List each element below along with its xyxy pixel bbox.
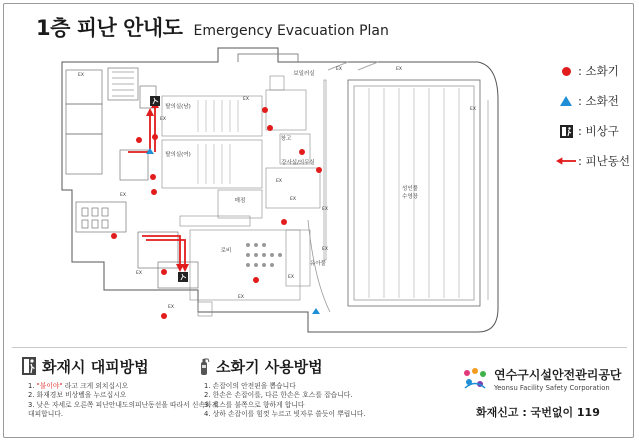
fire-extinguisher-icon [562,67,571,76]
exit-door-marker: EX [168,305,174,310]
usage-step: 1. 손잡이의 안전핀을 뽑습니다 [204,382,296,390]
evacuation-title: 화재시 대피방법 [42,357,149,376]
exit-door-marker: EX [322,247,328,252]
title-english: Emergency Evacuation Plan [193,23,389,39]
exit-door-marker: EX [160,117,166,122]
fire-extinguisher-marker [151,189,157,195]
fire-extinguisher-marker [281,219,287,225]
legend-item-route [556,152,636,170]
emergency-exit-icon [150,96,160,106]
building-outline [62,48,498,332]
exit-door-marker: EX [276,179,282,184]
emergency-exit-icon [22,357,36,375]
page-title [36,12,389,42]
fire-extinguisher-marker [267,125,273,131]
arrow-left-icon [556,157,576,165]
evacuation-steps [22,382,222,419]
exit-door-marker: EX [336,67,342,72]
exit-door-marker: EX [120,193,126,198]
legend-label: : 소화전 [578,94,619,108]
exit-door-marker: EX [78,73,84,78]
title-korean: 1층 피난 안내도 [36,16,183,40]
evacuation-route-arrows [146,100,189,272]
room-label-locker-m: 탈의실(남) [165,104,191,110]
exit-door-marker: EX [322,207,328,212]
legend [556,62,636,182]
room-label-pool-sub: 수영장 [402,194,418,200]
fire-extinguisher-marker [111,233,117,239]
fire-extinguisher-marker [150,174,156,180]
fire-extinguisher-marker [161,313,167,319]
extinguisher-usage-steps [198,382,418,419]
organization-logo-block [462,366,622,392]
emergency-exit-icon [560,125,573,138]
fire-extinguisher-marker [299,149,305,155]
exit-door-marker: EX [288,275,294,280]
room-label-locker-f: 탈의실(여) [165,152,191,158]
room-label-storage: 창고 [280,136,292,142]
pool-area [308,80,488,312]
fire-extinguisher-icon [198,356,210,376]
usage-step: 4. 상하 손잡이를 힘껏 누르고 빗자루 쓸듯이 뿌립니다. [204,409,366,418]
section-divider [12,347,627,348]
room-label-kiosk: 매점 [234,198,246,204]
extinguisher-usage-section [198,354,418,419]
legend-label: : 비상구 [578,124,619,138]
room-label-pool-main: 성인풀 [402,186,418,192]
exit-door-marker: EX [243,97,249,102]
lobby-area [190,230,310,316]
evacuation-method-section [22,354,222,419]
fire-extinguisher-marker [161,269,167,275]
exit-door-marker: EX [136,271,142,276]
fire-hydrant-marker [312,308,320,314]
legend-item-extinguisher [556,62,636,80]
organization-name-english: Yeonsu Facility Safety Corporation [494,384,610,392]
exit-door-marker: EX [238,295,244,300]
fire-extinguisher-marker [253,277,259,283]
evacuation-step: 3. 낮은 자세로 오른쪽 피난안내도의피난동선을 따라서 신속하게 대피합니다. [28,400,219,418]
fire-extinguisher-marker [262,107,268,113]
evacuation-step: 2. 화재경보 비상벨을 누르십시오 [28,391,127,400]
legend-item-exit [556,122,636,140]
room-label-boiler: 보일러실 [293,71,315,77]
fire-extinguisher-marker [152,134,158,140]
organization-name: 연수구시설안전관리공단 [494,368,622,382]
exit-door-marker: EX [396,67,402,72]
fire-report-number: 화재신고 : 국번없이 119 [476,406,600,419]
fire-hydrant-icon [560,96,572,106]
evacuation-step: 1. "불이야" 라고 크게 외치십시오 [28,382,129,390]
usage-step: 3. 호스를 불쪽으로 향하게 합니다 [204,400,305,409]
legend-label: : 피난동선 [578,154,630,168]
room-label-lobby: 로비 [220,248,232,254]
fire-extinguisher-marker [316,167,322,173]
left-rooms [66,68,198,288]
room-label-office: 강사실/의무실 [281,160,315,166]
organization-logo-icon [462,367,488,391]
evacuation-route [128,106,180,266]
usage-step: 2. 한손은 손잡이를, 다른 한손은 호스를 잡습니다. [204,391,353,400]
legend-label: : 소화기 [578,64,619,78]
extinguisher-usage-title: 소화기 사용방법 [216,357,323,376]
fire-hydrant-markers [146,148,320,314]
exit-door-marker: EX [290,197,296,202]
room-label-kids-pool: 유아풀 [310,261,326,267]
floor-plan [58,40,528,340]
fire-hydrant-marker [146,148,154,154]
exit-door-marker: EX [470,107,476,112]
emergency-exit-icon [178,272,188,282]
legend-item-hydrant [556,92,636,110]
fire-extinguisher-marker [136,137,142,143]
